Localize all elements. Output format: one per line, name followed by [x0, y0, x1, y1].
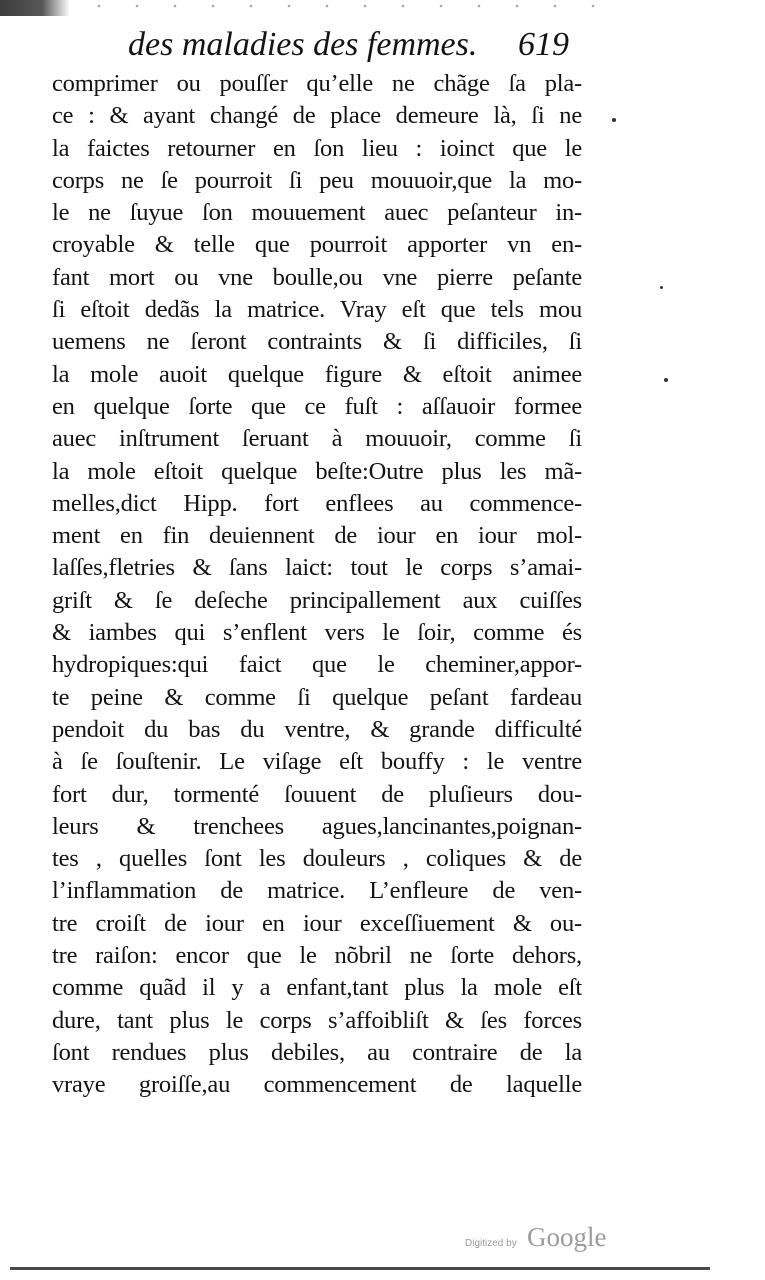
- text-line: la mole eſtoit quelque beſte:Outre plus les mã-: [52, 457, 582, 485]
- scan-edge-line: [10, 1267, 710, 1270]
- text-line: à ſe ſouſtenir. Le viſage eſt bouffy : le ventre: [52, 748, 582, 776]
- text-line: corps ne ſe pourroit ſi peu mouuoir,que la mo-: [52, 166, 582, 194]
- running-head: [128, 20, 588, 70]
- text-line: hydropiques:qui faict que le cheminer,appor-: [52, 651, 582, 679]
- text-line: ſont rendues plus debiles, au contraire de la: [52, 1038, 582, 1066]
- text-line: la faictes retourner en ſon lieu : ioinct que le: [52, 134, 582, 162]
- text-line: la mole auoit quelque figure & eſtoit animee: [52, 360, 582, 388]
- text-line: ce : & ayant changé de place demeure là, ſi ne: [52, 102, 582, 130]
- scan-speck: [660, 286, 663, 289]
- text-line: croyable & telle que pourroit apporter vn en-: [52, 231, 582, 259]
- text-line: comprimer ou pouſſer qu’elle ne chãge ſa pla-: [52, 70, 582, 97]
- page-number: 619: [518, 26, 569, 63]
- scan-specks: [80, 2, 600, 10]
- text-line: tre croiſt de iour en iour exceſſiuement & ou-: [52, 909, 582, 937]
- text-line: comme quãd il y a enfant,tant plus la mole eſt: [52, 974, 582, 1002]
- text-line: auec inſtrument ſeruant à mouuoir, comme ſi: [52, 425, 582, 453]
- text-line: fant mort ou vne boulle,ou vne pierre peſante: [52, 263, 582, 291]
- text-line: le ne ſuyue ſon mouuement auec peſanteur in-: [52, 199, 582, 227]
- text-line: ment en fin deuiennent de iour en iour mol-: [52, 522, 582, 550]
- text-line: & iambes qui s’enflent vers le ſoir, comme és: [52, 619, 582, 647]
- scan-speck: [664, 378, 668, 382]
- text-line: melles,dict Hipp. fort enflees au commence-: [52, 489, 582, 517]
- text-line: laſſes,fletries & ſans laict: tout le corps s’amai-: [52, 554, 582, 582]
- text-line: griſt & ſe deſeche principallement aux cuiſſes: [52, 586, 582, 614]
- text-line: te peine & comme ſi quelque peſant fardeau: [52, 683, 582, 711]
- body-text: [52, 68, 582, 1102]
- text-line: leurs & trenchees agues,lancinantes,poignan-: [52, 812, 582, 840]
- text-line: l’inflammation de matrice. L’enfleure de ven-: [52, 877, 582, 905]
- text-line: tes , quelles ſont les douleurs , coliques & de: [52, 845, 582, 873]
- watermark-prefix: Digitized by: [465, 1238, 517, 1249]
- digitized-by-google-watermark: [465, 1222, 635, 1258]
- text-line: dure, tant plus le corps s’affoibliſt & ſes forces: [52, 1006, 582, 1034]
- scan-speck: [612, 118, 616, 122]
- text-line: fort dur, tormenté ſouuent de pluſieurs dou-: [52, 780, 582, 808]
- text-line: pendoit du bas du ventre, & grande difficulté: [52, 715, 582, 743]
- google-logo: Google: [527, 1222, 607, 1252]
- text-line: tre raiſon: encor que le nõbril ne ſorte dehors,: [52, 942, 582, 970]
- running-title: des maladies des femmes.: [128, 26, 478, 63]
- text-line: vraye groiſſe,au commencement de laquelle: [52, 1071, 582, 1099]
- text-line: uemens ne ſeront contraints & ſi difficiles, ſi: [52, 328, 582, 356]
- text-line: ſi eſtoit dedãs la matrice. Vray eſt que tels mou: [52, 296, 582, 324]
- scan-smudge: [0, 0, 70, 16]
- text-line: en quelque ſorte que ce fuſt : aſſauoir formee: [52, 392, 582, 420]
